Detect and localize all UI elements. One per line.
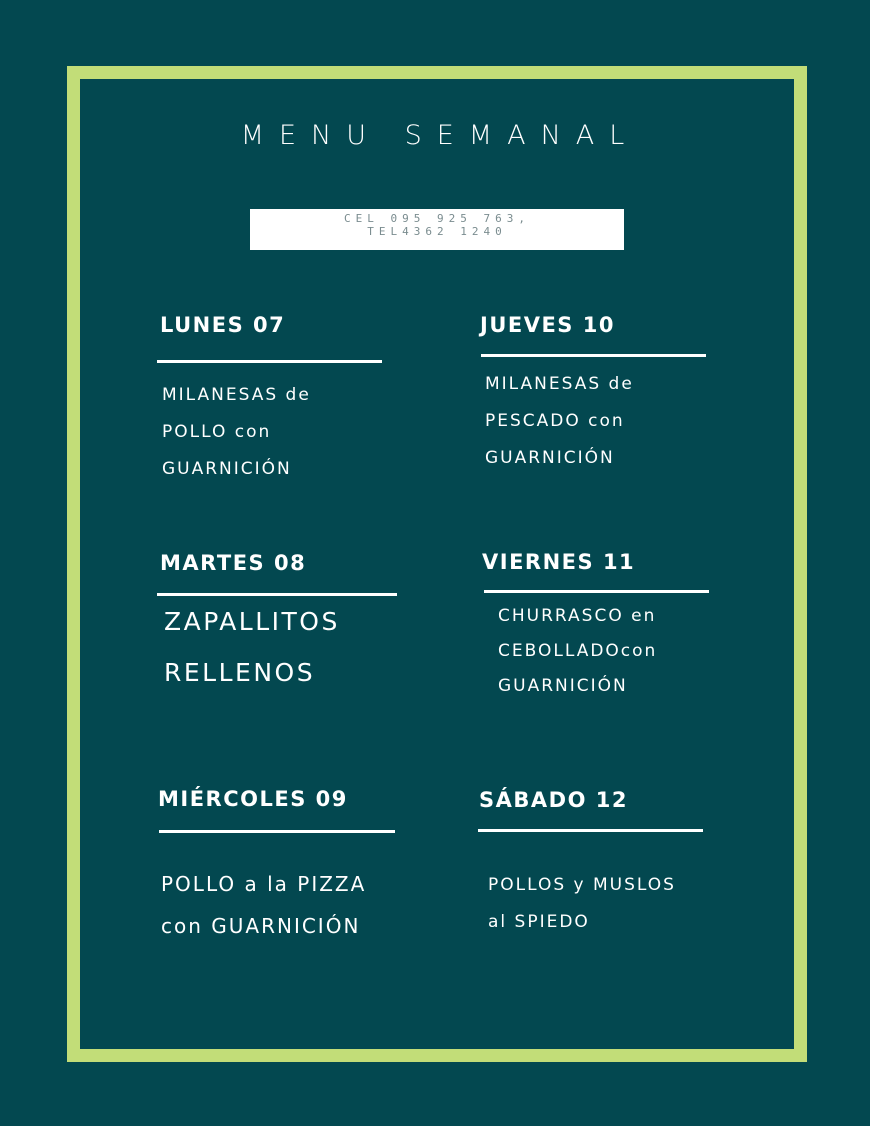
dish-line: ZAPALLITOS bbox=[164, 607, 340, 636]
day-label-lunes: LUNES 07 bbox=[160, 313, 286, 337]
dish-line: MILANESAS de bbox=[485, 374, 634, 394]
divider-lunes bbox=[157, 360, 382, 363]
day-label-sabado: SÁBADO 12 bbox=[479, 788, 628, 812]
contact-tel: TEL4362 1240 bbox=[367, 225, 507, 238]
dish-line: con GUARNICIÓN bbox=[161, 914, 361, 938]
menu-title: MENU SEMANAL bbox=[240, 120, 640, 151]
divider-miercoles bbox=[159, 830, 395, 833]
dish-miercoles bbox=[161, 863, 366, 947]
contact-box bbox=[250, 209, 624, 250]
dish-jueves bbox=[485, 366, 634, 477]
dish-line: MILANESAS de bbox=[162, 385, 311, 405]
dish-line: CEBOLLADOcon bbox=[498, 641, 658, 661]
divider-sabado bbox=[478, 829, 703, 832]
dish-line: POLLO a la PIZZA bbox=[161, 872, 367, 896]
dish-line: GUARNICIÓN bbox=[485, 448, 615, 468]
dish-martes bbox=[164, 596, 340, 698]
dish-line: CHURRASCO en bbox=[498, 606, 657, 626]
contact-cel: CEL 095 925 763, bbox=[344, 212, 530, 225]
divider-jueves bbox=[481, 354, 706, 357]
dish-sabado bbox=[488, 867, 676, 941]
dish-viernes bbox=[498, 599, 657, 704]
dish-line: al SPIEDO bbox=[488, 912, 590, 932]
day-label-miercoles: MIÉRCOLES 09 bbox=[158, 787, 348, 811]
day-label-viernes: VIERNES 11 bbox=[482, 550, 636, 574]
dish-line: POLLOS y MUSLOS bbox=[488, 875, 676, 895]
dish-line: GUARNICIÓN bbox=[162, 459, 292, 479]
dish-line: GUARNICIÓN bbox=[498, 676, 628, 696]
day-label-martes: MARTES 08 bbox=[160, 551, 307, 575]
dish-lunes bbox=[162, 377, 311, 488]
divider-viernes bbox=[484, 590, 709, 593]
dish-line: RELLENOS bbox=[164, 658, 316, 687]
day-label-jueves: JUEVES 10 bbox=[480, 313, 615, 337]
dish-line: POLLO con bbox=[162, 422, 272, 442]
dish-line: PESCADO con bbox=[485, 411, 625, 431]
